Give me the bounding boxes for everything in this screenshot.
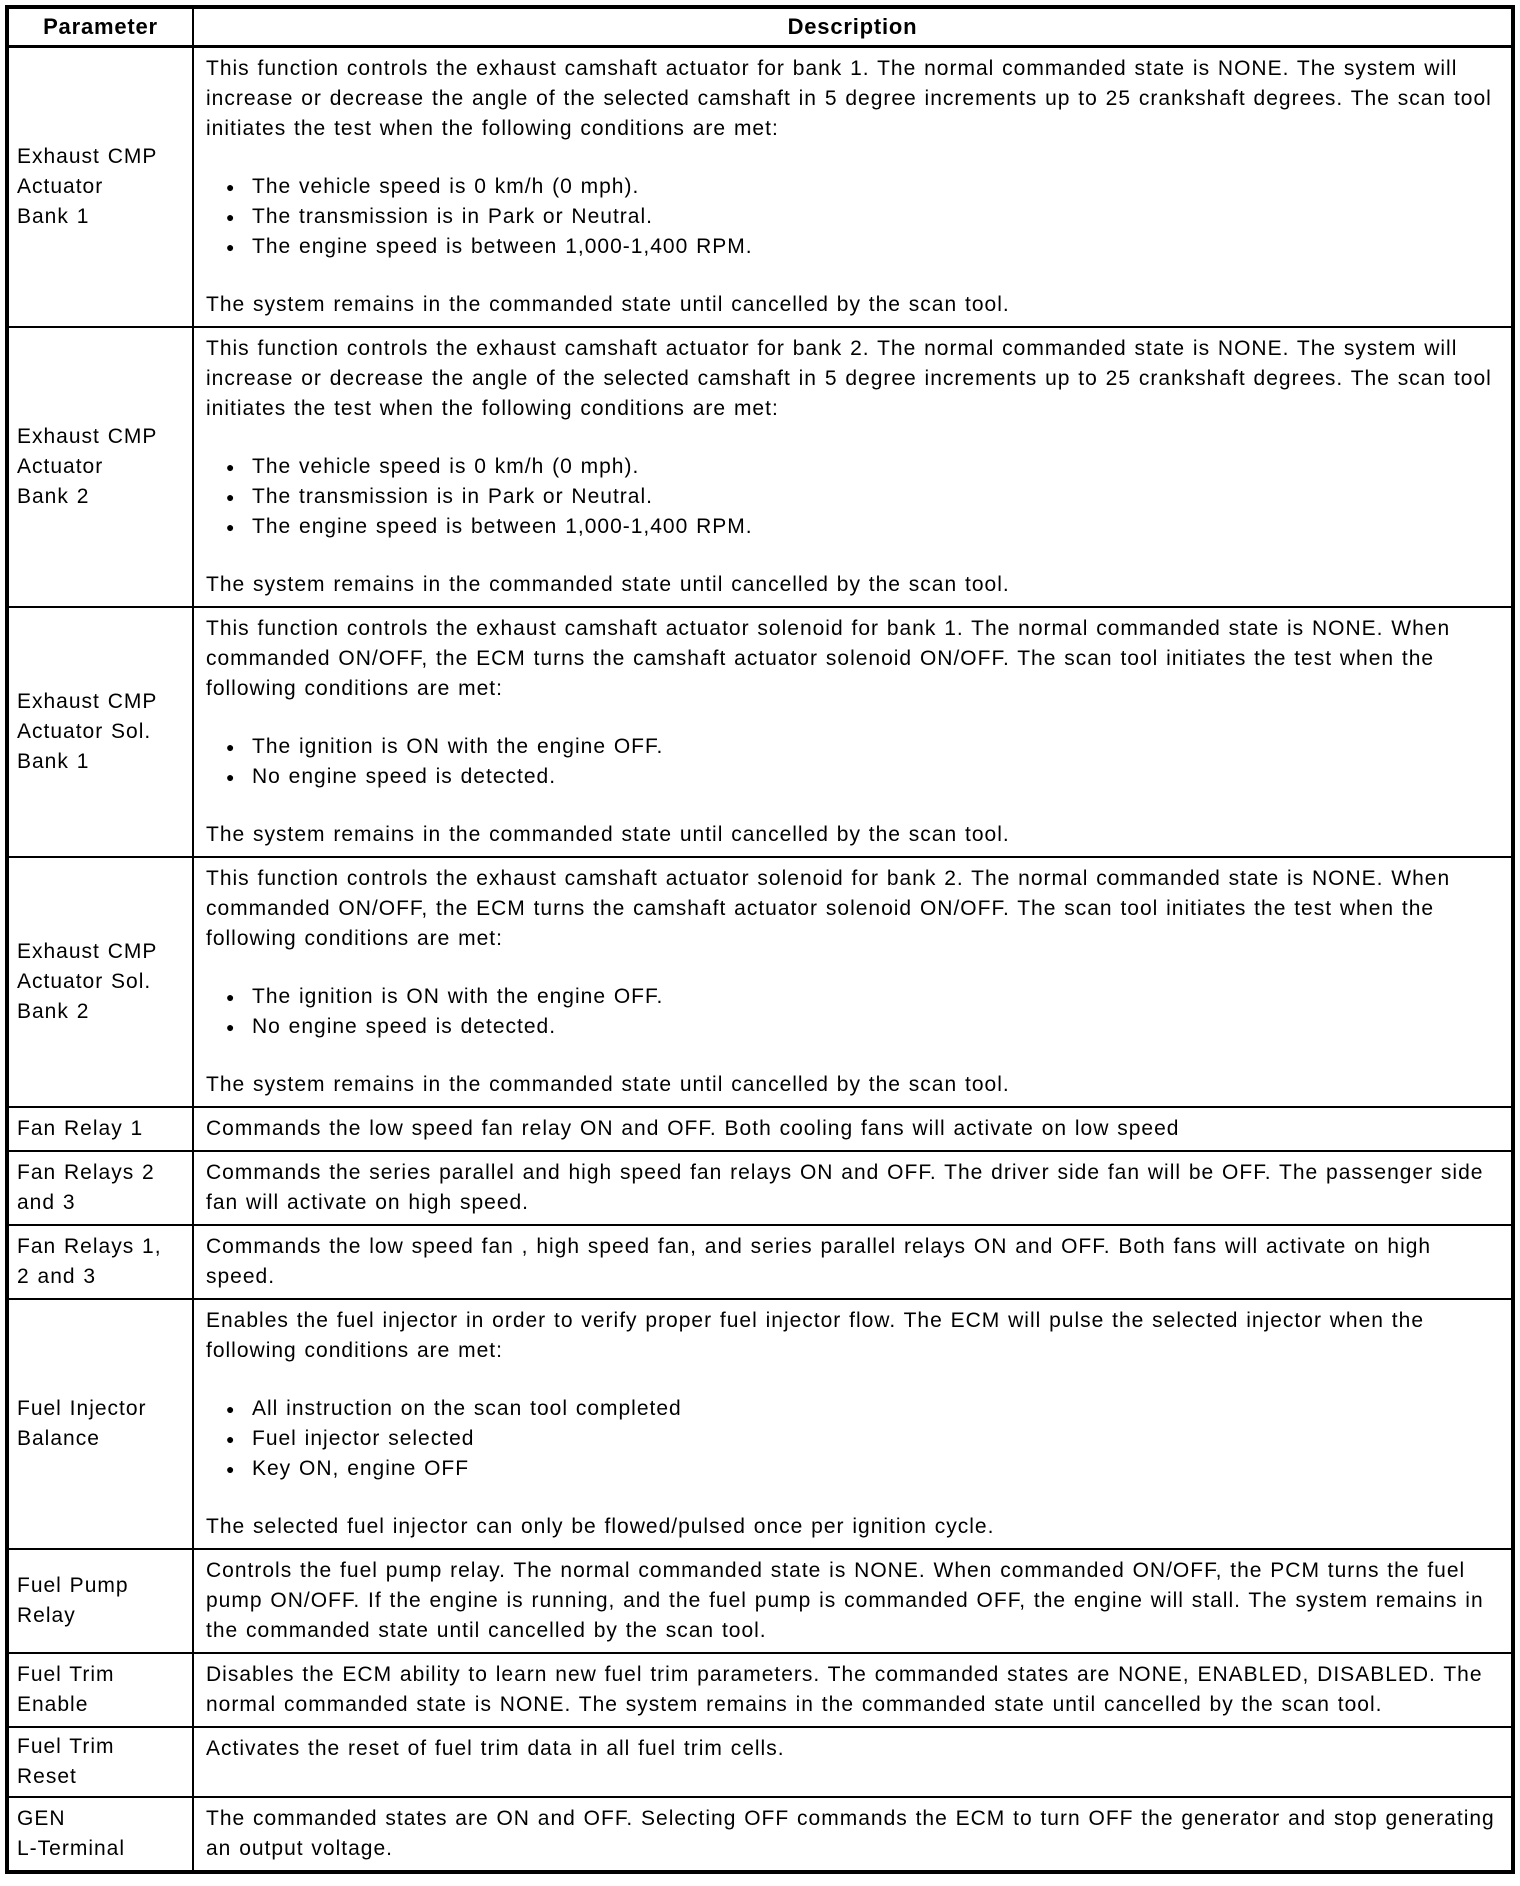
description-intro: Controls the fuel pump relay. The normal commanded state is NONE. When commanded ON/OFF, the PCM turns the fuel pump ON/OFF. If the engine is running, and the fuel pump is commanded OFF, the engine will stall. The system remains in the commanded state until cancelled by the scan tool. — [206, 1559, 1484, 1642]
parameter-line: 2 and 3 — [17, 1265, 97, 1288]
condition-bullet-item: ● Fuel injector selected — [206, 1424, 1503, 1454]
description-outro: The system remains in the commanded state until cancelled by the scan tool. — [206, 573, 1010, 596]
condition-bullet-item: ● The ignition is ON with the engine OFF. — [206, 982, 1503, 1012]
table-row — [7, 857, 1513, 1107]
parameter-line: GEN — [17, 1807, 66, 1830]
description-cell — [193, 1727, 1513, 1797]
parameter-line: Reset — [17, 1765, 77, 1788]
condition-bullet-item: ● The vehicle speed is 0 km/h (0 mph). — [206, 452, 1503, 482]
parameter-line: Actuator — [17, 455, 104, 478]
description-cell — [193, 857, 1513, 1107]
parameter-cell — [7, 47, 193, 328]
parameter-line: Fuel Trim — [17, 1663, 115, 1686]
parameter-cell — [7, 1151, 193, 1225]
description-intro: This function controls the exhaust camshaft actuator solenoid for bank 2. The normal commanded state is NONE. When commanded ON/OFF, the ECM turns the camshaft actuator solenoid ON/OFF. The scan tool initiates the test when the following conditions are met: — [206, 867, 1451, 950]
description-cell — [193, 1299, 1513, 1549]
header-row — [7, 7, 1513, 47]
parameter-line: Fuel Trim — [17, 1735, 115, 1758]
description-intro: The commanded states are ON and OFF. Selecting OFF commands the ECM to turn OFF the generator and stop generating an output voltage. — [206, 1807, 1495, 1860]
parameter-line: Bank 2 — [17, 485, 90, 508]
parameter-line: Exhaust CMP — [17, 425, 158, 448]
parameter-line: Fuel Pump — [17, 1574, 129, 1597]
description-cell — [193, 1107, 1513, 1151]
description-cell — [193, 1151, 1513, 1225]
description-intro: Disables the ECM ability to learn new fuel trim parameters. The commanded states are NONE, ENABLED, DISABLED. The normal commanded state is NONE. The system remains in the commanded state until cancelled by the scan tool. — [206, 1663, 1483, 1716]
parameter-line: Exhaust CMP — [17, 690, 158, 713]
parameter-line: Fan Relays 1, — [17, 1235, 162, 1258]
parameter-line: Bank 1 — [17, 205, 90, 228]
condition-bullet-item: ● No engine speed is detected. — [206, 1012, 1503, 1042]
description-intro: This function controls the exhaust camshaft actuator for bank 2. The normal commanded state is NONE. The system will increase or decrease the angle of the selected camshaft in 5 degree increments up to 25 crankshaft degrees. The scan tool initiates the test when the following conditions are met: — [206, 337, 1492, 420]
parameter-cell — [7, 607, 193, 857]
description-outro: The selected fuel injector can only be flowed/pulsed once per ignition cycle. — [206, 1515, 995, 1538]
parameter-line: L-Terminal — [17, 1837, 126, 1860]
table-row — [7, 327, 1513, 607]
parameters-table — [5, 5, 1515, 1874]
condition-bullet-list — [206, 172, 1503, 262]
parameter-cell — [7, 1107, 193, 1151]
condition-bullet-item: ● The engine speed is between 1,000-1,400 RPM. — [206, 232, 1503, 262]
condition-bullet-item: ● The vehicle speed is 0 km/h (0 mph). — [206, 172, 1503, 202]
parameter-column-header: Parameter — [7, 7, 193, 47]
condition-bullet-item: ● Key ON, engine OFF — [206, 1454, 1503, 1484]
description-intro: Commands the series parallel and high speed fan relays ON and OFF. The driver side fan will be OFF. The passenger side fan will activate on high speed. — [206, 1161, 1484, 1214]
parameter-line: Bank 2 — [17, 1000, 90, 1023]
condition-bullet-list — [206, 1394, 1503, 1484]
condition-bullet-item: ● The engine speed is between 1,000-1,400 RPM. — [206, 512, 1503, 542]
description-cell — [193, 1549, 1513, 1653]
condition-bullet-item: ● The ignition is ON with the engine OFF. — [206, 732, 1503, 762]
parameter-line: Balance — [17, 1427, 100, 1450]
parameter-cell — [7, 1653, 193, 1727]
table-row — [7, 1653, 1513, 1727]
condition-bullet-list — [206, 732, 1503, 792]
condition-bullet-list — [206, 982, 1503, 1042]
parameter-cell — [7, 857, 193, 1107]
description-cell — [193, 1653, 1513, 1727]
parameter-line: Relay — [17, 1604, 76, 1627]
description-cell — [193, 47, 1513, 328]
table-row — [7, 1151, 1513, 1225]
parameter-line: Exhaust CMP — [17, 145, 158, 168]
parameter-line: Fan Relay 1 — [17, 1117, 144, 1140]
description-cell — [193, 607, 1513, 857]
description-cell — [193, 1797, 1513, 1872]
parameter-cell — [7, 327, 193, 607]
parameter-cell — [7, 1797, 193, 1872]
parameter-line: and 3 — [17, 1191, 76, 1214]
parameter-cell — [7, 1299, 193, 1549]
description-outro: The system remains in the commanded state until cancelled by the scan tool. — [206, 1073, 1010, 1096]
condition-bullet-item: ● The transmission is in Park or Neutral. — [206, 482, 1503, 512]
table-row — [7, 47, 1513, 328]
parameter-line: Enable — [17, 1693, 89, 1716]
parameter-line: Actuator Sol. — [17, 720, 152, 743]
table-row — [7, 1225, 1513, 1299]
parameter-cell — [7, 1727, 193, 1797]
condition-bullet-item: ● No engine speed is detected. — [206, 762, 1503, 792]
condition-bullet-list — [206, 452, 1503, 542]
description-intro: Commands the low speed fan , high speed fan, and series parallel relays ON and OFF. Both fans will activate on high speed. — [206, 1235, 1432, 1288]
parameter-line: Fan Relays 2 — [17, 1161, 155, 1184]
table-row — [7, 1107, 1513, 1151]
parameter-line: Actuator Sol. — [17, 970, 152, 993]
parameter-line: Bank 1 — [17, 750, 90, 773]
table-body — [7, 47, 1513, 1873]
table-row — [7, 1727, 1513, 1797]
description-intro: This function controls the exhaust camshaft actuator solenoid for bank 1. The normal commanded state is NONE. When commanded ON/OFF, the ECM turns the camshaft actuator solenoid ON/OFF. The scan tool initiates the test when the following conditions are met: — [206, 617, 1451, 700]
table-row — [7, 1797, 1513, 1872]
description-cell — [193, 1225, 1513, 1299]
description-intro: Activates the reset of fuel trim data in all fuel trim cells. — [206, 1737, 785, 1760]
description-outro: The system remains in the commanded state until cancelled by the scan tool. — [206, 293, 1010, 316]
table-row — [7, 1299, 1513, 1549]
condition-bullet-item: ● The transmission is in Park or Neutral. — [206, 202, 1503, 232]
table-row — [7, 607, 1513, 857]
description-intro: Enables the fuel injector in order to verify proper fuel injector flow. The ECM will pulse the selected injector when the following conditions are met: — [206, 1309, 1424, 1362]
table-header — [7, 7, 1513, 47]
parameter-line: Fuel Injector — [17, 1397, 147, 1420]
description-column-header: Description — [193, 7, 1513, 47]
description-outro: The system remains in the commanded state until cancelled by the scan tool. — [206, 823, 1010, 846]
parameter-cell — [7, 1549, 193, 1653]
parameter-cell — [7, 1225, 193, 1299]
condition-bullet-item: ● All instruction on the scan tool completed — [206, 1394, 1503, 1424]
description-intro: This function controls the exhaust camshaft actuator for bank 1. The normal commanded state is NONE. The system will increase or decrease the angle of the selected camshaft in 5 degree increments up to 25 crankshaft degrees. The scan tool initiates the test when the following conditions are met: — [206, 57, 1492, 140]
description-cell — [193, 327, 1513, 607]
table-row — [7, 1549, 1513, 1653]
parameter-line: Exhaust CMP — [17, 940, 158, 963]
description-intro: Commands the low speed fan relay ON and OFF. Both cooling fans will activate on low speed — [206, 1117, 1180, 1140]
parameter-line: Actuator — [17, 175, 104, 198]
